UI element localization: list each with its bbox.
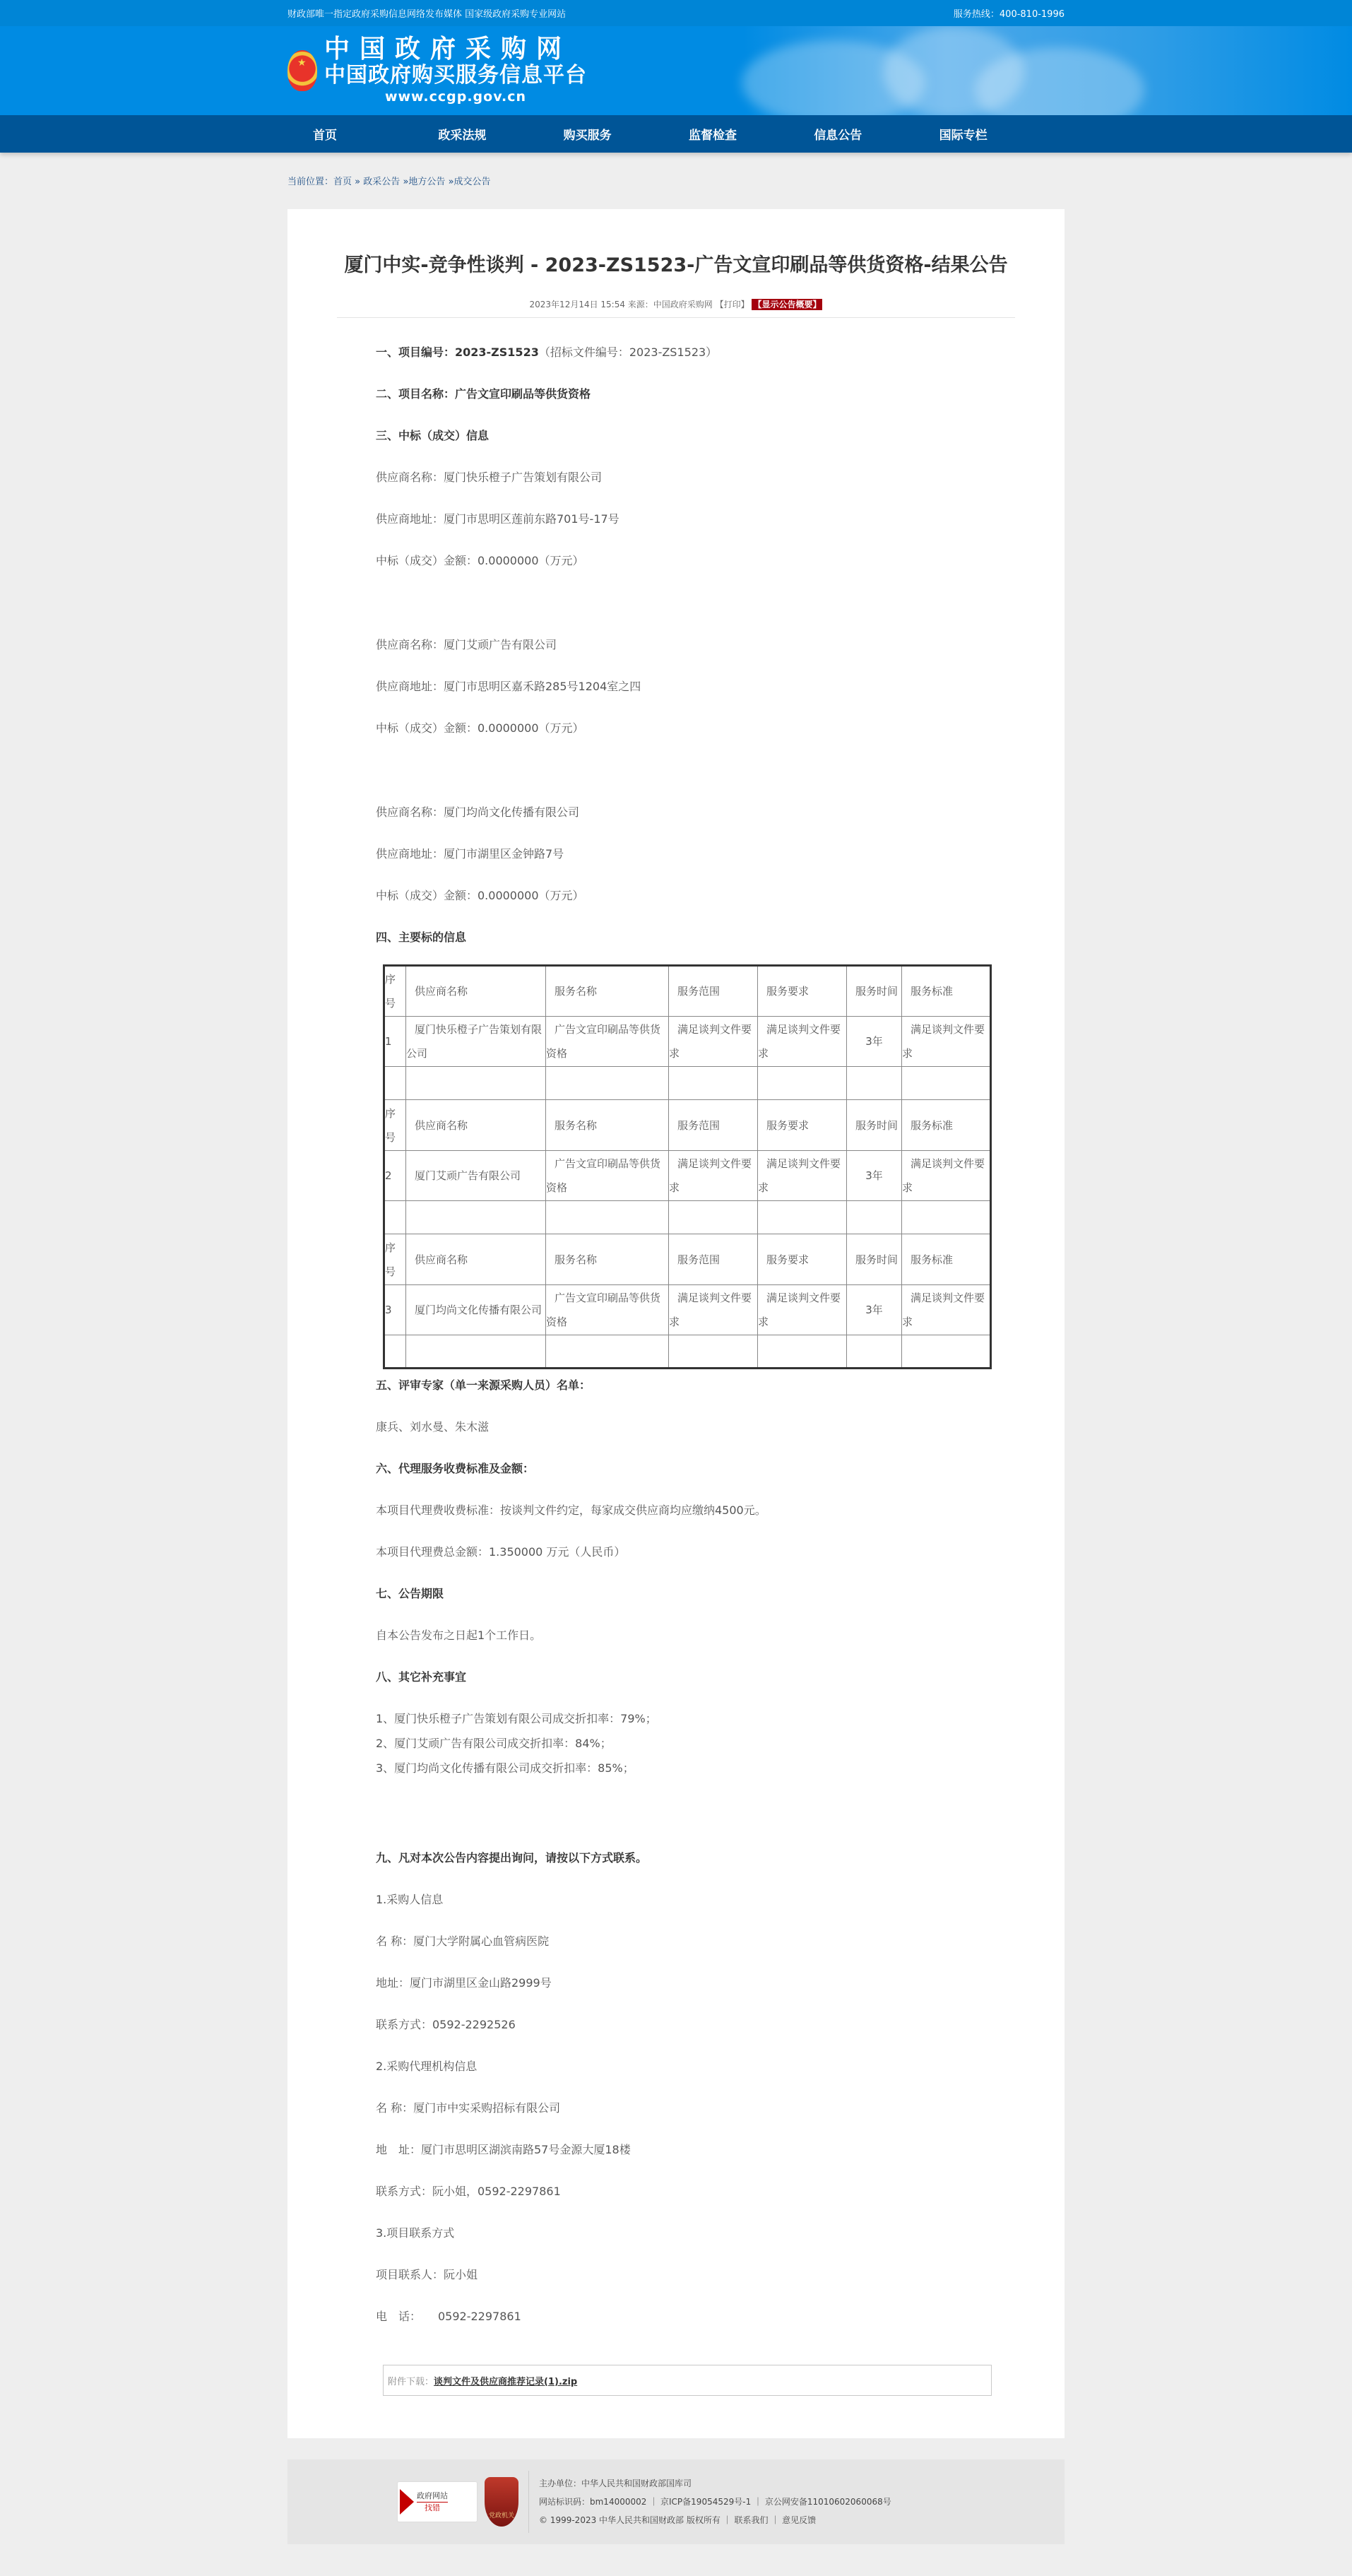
section-other-matters: 八、其它补充事宜 xyxy=(376,1670,467,1684)
footer-ids: 网站标识码：bm14000002 ｜ 京ICP备19054529号-1 ｜ 京公网安备11010602060068号 xyxy=(539,2497,891,2507)
discount-item: 2、厦门艾顽广告有限公司成交折扣率：84%； xyxy=(376,1737,612,1750)
attachment-download-link[interactable]: 谈判文件及供应商推荐记录(1).zip xyxy=(434,2376,578,2387)
section-notice-period: 七、公告期限 xyxy=(376,1587,444,1600)
tender-file-number: （招标文件编号：2023-ZS1523） xyxy=(538,345,718,359)
table-empty-row xyxy=(384,1067,991,1100)
award-amount: 中标（成交）金额：0.0000000（万元） xyxy=(376,889,584,902)
award-amount: 中标（成交）金额：0.0000000（万元） xyxy=(376,721,584,735)
footer-contact-link[interactable]: 联系我们 xyxy=(734,2515,769,2525)
supplier-address: 供应商地址：厦门市湖里区金钟路7号 xyxy=(376,847,564,861)
site-logo[interactable]: 中国政府采购网 中国政府购买服务信息平台 www.ccgp.gov.cn xyxy=(324,35,587,105)
table-row: 3 厦门均尚文化传播有限公司 广告文宣印刷品等供货资格 满足谈判文件要求 满足谈判文件要求 3年 满足谈判文件要求 xyxy=(384,1285,991,1335)
experts-list: 康兵、刘水曼、朱木滋 xyxy=(376,1420,490,1434)
footer-copyright-line: © 1999-2023 中华人民共和国财政部 版权所有 ｜ 联系我们 ｜ 意见反馈 xyxy=(539,2515,817,2525)
purchaser-name: 名 称：厦门大学附属心血管病医院 xyxy=(376,1934,550,1948)
notice-period: 自本公告发布之日起1个工作日。 xyxy=(376,1629,542,1642)
supplier-name: 供应商名称：厦门快乐橙子广告策划有限公司 xyxy=(376,471,603,484)
agency-phone: 联系方式：阮小姐，0592-2297861 xyxy=(376,2185,561,2198)
breadcrumb-local-announcements[interactable]: 地方公告 xyxy=(408,177,446,187)
main-items-table xyxy=(383,964,992,1369)
breadcrumb-gov-announcements[interactable]: 政采公告 xyxy=(363,177,401,187)
footer-feedback-link[interactable]: 意见反馈 xyxy=(782,2515,817,2525)
site-slogan: 财政部唯一指定政府采购信息网络发布媒体 国家级政府采购专业网站 xyxy=(287,9,567,20)
publish-info[interactable]: 2023年12月14日 15:54 来源：中国政府采购网 【打印】 xyxy=(529,300,749,309)
agency-name: 名 称：厦门市中实采购招标有限公司 xyxy=(376,2101,561,2115)
table-header-row: 序号 供应商名称 服务名称 服务范围 服务要求 服务时间 服务标准 xyxy=(384,1234,991,1285)
page-title: 厦门中实-竞争性谈判 - 2023-ZS1523-广告文宣印刷品等供货资格-结果公告 xyxy=(344,254,1008,276)
table-empty-row xyxy=(384,1335,991,1369)
nav-purchase-services[interactable]: 购买服务 xyxy=(563,129,612,143)
party-gov-badge-icon[interactable]: 党政机关 xyxy=(485,2477,518,2527)
supplier-name: 供应商名称：厦门均尚文化传播有限公司 xyxy=(376,805,580,819)
fee-total: 本项目代理费总金额：1.350000 万元（人民币） xyxy=(376,1545,626,1559)
purchaser-phone: 联系方式：0592-2292526 xyxy=(376,2018,516,2031)
agency-address: 地 址：厦门市思明区湖滨南路57号金源大厦18楼 xyxy=(376,2143,631,2156)
project-contact-phone: 电 话： 0592-2297861 xyxy=(376,2310,521,2323)
footer xyxy=(287,2459,1065,2544)
nav-home[interactable]: 首页 xyxy=(313,129,337,143)
agency-heading: 2.采购代理机构信息 xyxy=(376,2060,478,2073)
attachment-label: 附件下载： xyxy=(388,2376,434,2387)
nav-regulations[interactable]: 政采法规 xyxy=(438,129,487,143)
national-emblem-icon xyxy=(287,50,317,91)
breadcrumb: 当前位置：首页 » 政采公告 »地方公告 »成交公告 xyxy=(287,177,491,187)
main-nav xyxy=(0,115,1352,153)
supplier-address: 供应商地址：厦门市思明区莲前东路701号-17号 xyxy=(376,512,619,526)
project-contact-heading: 3.项目联系方式 xyxy=(376,2226,455,2240)
project-contact-person: 项目联系人：阮小姐 xyxy=(376,2268,478,2281)
section-contact: 九、凡对本次公告内容提出询问，请按以下方式联系。 xyxy=(376,1851,648,1865)
table-row: 2 厦门艾顽广告有限公司 广告文宣印刷品等供货资格 满足谈判文件要求 满足谈判文件要求 3年 满足谈判文件要求 xyxy=(384,1151,991,1201)
footer-divider xyxy=(528,2471,529,2533)
table-header-row: 序号 供应商名称 服务名称 服务范围 服务要求 服务时间 服务标准 xyxy=(384,966,991,1017)
article-meta xyxy=(337,298,1015,318)
header-banner xyxy=(0,26,1352,115)
discount-item: 1、厦门快乐橙子广告策划有限公司成交折扣率：79%； xyxy=(376,1712,657,1725)
award-amount: 中标（成交）金额：0.0000000（万元） xyxy=(376,554,584,567)
supplier-name: 供应商名称：厦门艾顽广告有限公司 xyxy=(376,638,557,651)
gov-site-error-report-button[interactable]: 政府网站 找错 xyxy=(397,2481,478,2522)
table-header-row: 序号 供应商名称 服务名称 服务范围 服务要求 服务时间 服务标准 xyxy=(384,1100,991,1151)
purchaser-address: 地址：厦门市湖里区金山路2999号 xyxy=(376,1976,552,1990)
discount-item: 3、厦门均尚文化传播有限公司成交折扣率：85%； xyxy=(376,1761,634,1775)
breadcrumb-home[interactable]: 首页 xyxy=(333,177,352,187)
purchaser-heading: 1.采购人信息 xyxy=(376,1893,444,1906)
project-name: 二、项目名称：广告文宣印刷品等供货资格 xyxy=(376,387,591,401)
section-agency-fee: 六、代理服务收费标准及金额： xyxy=(376,1462,535,1475)
section-experts: 五、评审专家（单一来源采购人员）名单： xyxy=(376,1378,591,1392)
top-bar xyxy=(0,0,1352,26)
nav-international[interactable]: 国际专栏 xyxy=(939,129,988,143)
footer-host: 主办单位：中华人民共和国财政部国库司 xyxy=(539,2478,692,2488)
table-empty-row xyxy=(384,1201,991,1234)
section-award-info: 三、中标（成交）信息 xyxy=(376,429,490,442)
project-number: 一、项目编号：2023-ZS1523 xyxy=(376,345,539,359)
fee-standard: 本项目代理费收费标准：按谈判文件约定，每家成交供应商均应缴纳4500元。 xyxy=(376,1503,766,1517)
section-main-items: 四、主要标的信息 xyxy=(376,930,467,944)
show-summary-button[interactable]: 【显示公告概要】 xyxy=(753,300,822,309)
supplier-address: 供应商地址：厦门市思明区嘉禾路285号1204室之四 xyxy=(376,680,641,693)
article-container xyxy=(287,209,1065,2438)
search-icon xyxy=(400,2489,414,2515)
attachment-box xyxy=(383,2365,992,2396)
article-body xyxy=(287,345,1065,2396)
service-hotline: 服务热线：400-810-1996 xyxy=(953,9,1065,20)
breadcrumb-deal-announcements[interactable]: 成交公告 xyxy=(453,177,491,187)
nav-announcements[interactable]: 信息公告 xyxy=(814,129,862,143)
nav-supervision[interactable]: 监督检查 xyxy=(688,129,737,143)
table-row: 1 厦门快乐橙子广告策划有限公司 广告文宣印刷品等供货资格 满足谈判文件要求 满足谈判文件要求 3年 满足谈判文件要求 xyxy=(384,1017,991,1067)
